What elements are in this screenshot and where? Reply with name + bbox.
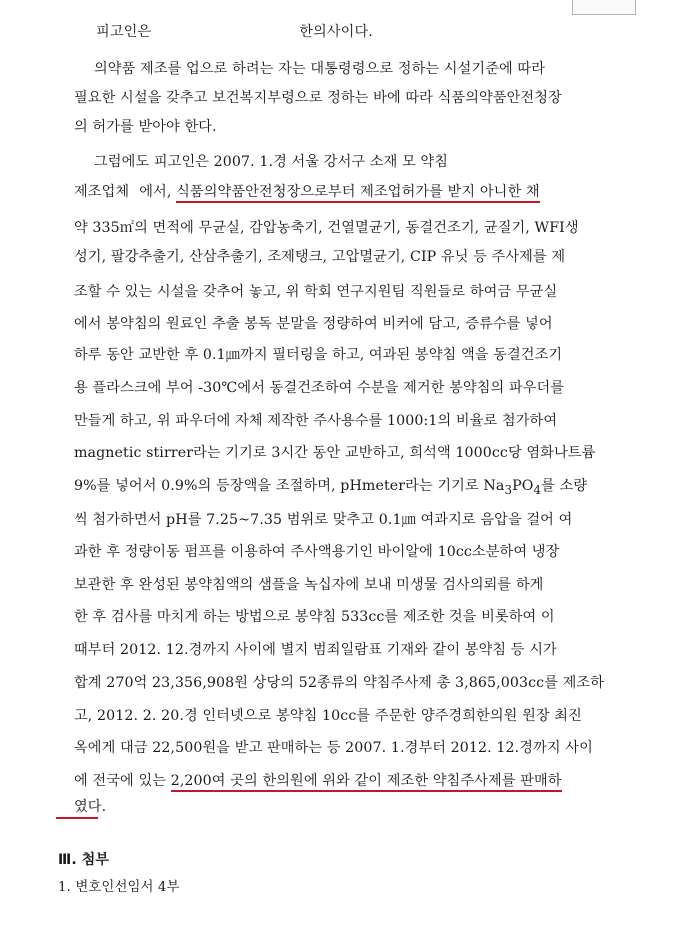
para2-line2: 제조업체 에서, 식품의약품안전청장으로부터 제조업허가를 받지 아니한 채 <box>74 182 540 202</box>
para2-line6: 에서 봉약침의 원료인 추출 봉독 분말을 정량하여 비커에 담고, 증류수를 넣어 <box>74 316 553 332</box>
para2-line1: 그럼에도 피고인은 2007. 1.경 서울 강서구 소재 모 약침 <box>94 154 449 170</box>
para2-line14: 보관한 후 완성된 봉약침액의 샘플을 녹십자에 보내 미생물 검사의뢰를 하게 <box>74 577 544 593</box>
para1-line2: 필요한 시설을 갖추고 보건복지부령으로 정하는 바에 따라 식품의약품안전청장 <box>74 90 562 106</box>
para2-line5: 조할 수 있는 시설을 갖추어 놓고, 위 학회 연구지원팀 직원들로 하여금 무균실 <box>74 284 558 300</box>
ending-underline <box>56 817 98 819</box>
para2-line4: 성기, 팔강추출기, 산삼추출기, 조제탱크, 고압멸균기, CIP 유닛 등 주사제를 제 <box>74 249 566 265</box>
para2-line8: 용 플라스크에 부어 -30℃에서 동결건조하여 수분을 제거한 봉약침의 파우더를 <box>74 380 565 396</box>
para2-line7: 하루 동안 교반한 후 0.1㎛까지 필터링을 하고, 여과된 봉약침 액을 동결건조기 <box>74 347 563 363</box>
para2-line16: 때부터 2012. 12.경까지 사이에 별지 범죄일람표 기재와 같이 봉약침 등 시가 <box>74 642 557 658</box>
para1-line1: 의약품 제조를 업으로 하려는 자는 대통령령으로 정하는 시설기준에 따라 <box>94 61 546 77</box>
para2-line17: 합계 270억 23,356,908원 상당의 52종류의 약침주사제 총 3,865,003cc를 제조하 <box>74 675 605 691</box>
para2-line15: 한 후 검사를 마치게 하는 방법으로 봉약침 533cc를 제조한 것을 비롯하여 이 <box>74 609 555 625</box>
para2-line20: 에 전국에 있는 2,200여 곳의 한의원에 위와 같이 제조한 약침주사제를 판매하 <box>74 771 562 791</box>
underlined-no-license-phrase: 식품의약품안전청장으로부터 제조업허가를 받지 아니한 채 <box>176 184 540 203</box>
corner-stamp-box <box>572 0 636 15</box>
para2-line10: magnetic stirrer라는 기기로 3시간 동안 교반하고, 희석액 1000cc당 염화나트륨 <box>74 445 596 461</box>
para2-line9: 만들게 하고, 위 파우더에 자체 제작한 주사용수를 1000:1의 비율로 첨가하여 <box>74 413 558 429</box>
para2-line18: 고, 2012. 2. 20.경 인터넷으로 봉약침 10cc를 주문한 양주경희한의원 원장 최진 <box>74 708 582 724</box>
para1-line3: 의 허가를 받아야 한다. <box>74 119 217 135</box>
para2-line11: 9%를 넣어서 0.9%의 등장액을 조절하며, pHmeter라는 기기로 $Na_3PO_4$를 소량 <box>74 478 588 497</box>
para2-line3: 약 335㎡의 면적에 무균실, 감압농축기, 건열멸균기, 동결건조기, 균질기, WFI생 <box>74 220 579 236</box>
para2-line21: 였다. <box>74 799 107 815</box>
section-heading: Ⅲ. 첨부 <box>58 852 109 868</box>
para2-line13: 과한 후 정량이동 펌프를 이용하여 주사액용기인 바이알에 10cc소분하여 냉장 <box>74 544 560 560</box>
para2-line19: 옥에게 대금 22,500원을 받고 판매하는 등 2007. 1.경부터 2012. 12.경까지 사이 <box>74 740 593 756</box>
defendant-line: 피고인은 한의사이다. <box>96 24 373 40</box>
para2-line12: 씩 첨가하면서 pH를 7.25~7.35 범위로 맞추고 0.1㎛ 여과지로 음압을 걸어 여 <box>74 512 573 528</box>
underlined-sales-phrase: 2,200여 곳의 한의원에 위와 같이 제조한 약침주사제를 판매하 <box>171 773 562 792</box>
attachment-item: 1. 변호인선임서 4부 <box>58 880 180 895</box>
